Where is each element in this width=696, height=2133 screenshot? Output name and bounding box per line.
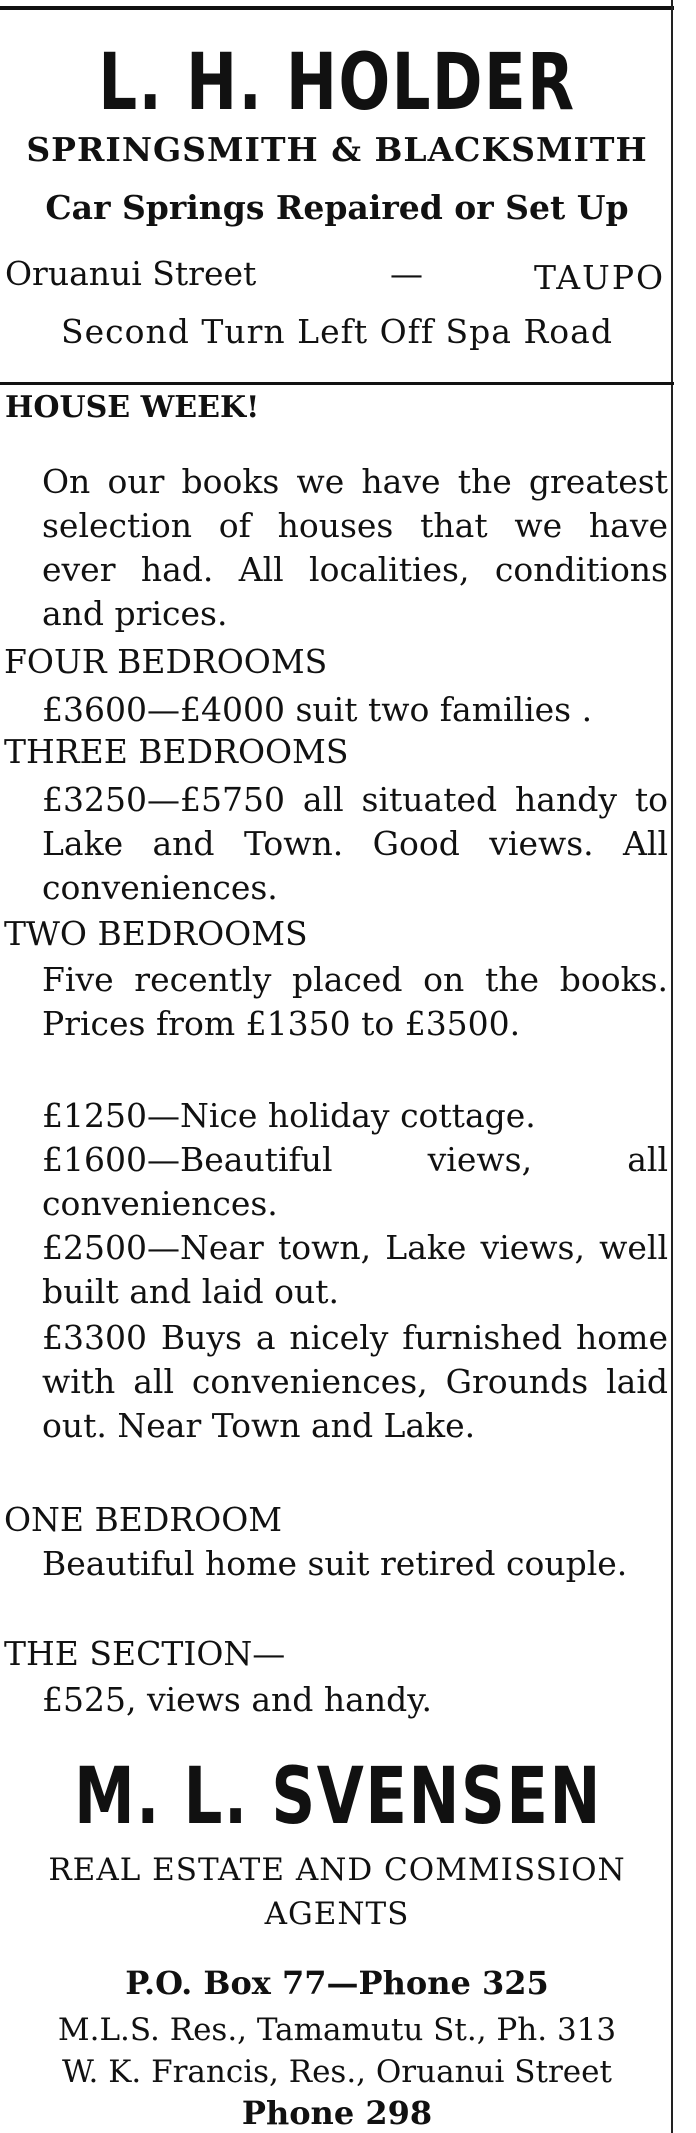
svensen-line1: REAL ESTATE AND COMMISSION (48, 1852, 626, 1888)
holder-street: Oruanui Street (5, 254, 257, 293)
holder-town: TAUPO (534, 258, 666, 297)
svensen-res1: M.L.S. Res., Tamamutu St., Ph. 313 (57, 2012, 617, 2048)
holder-trade: SPRINGSMITH & BLACKSMITH (26, 130, 648, 169)
house-week-intro: On our books we have the greatest selection of houses that we have ever had. All localities, conditions and prices. (42, 462, 668, 633)
listing-item: £3300 Buys a nicely furnished home with all conveniences, Grounds laid out. Near Town and Lake. (42, 1318, 668, 1445)
holder-dash: — (390, 254, 423, 293)
divider-rule (0, 382, 674, 385)
listing-item: £1600—Beautiful views, all conveniences. (42, 1140, 668, 1223)
two-bedrooms-heading: TWO BEDROOMS (4, 914, 308, 953)
svensen-name: M. L. SVENSEN (74, 1752, 603, 1842)
svensen-contact: P.O. Box 77—Phone 325 (125, 1964, 549, 2002)
top-rule (0, 6, 674, 10)
holder-service: Car Springs Repaired or Set Up (45, 188, 629, 227)
four-bedrooms-heading: FOUR BEDROOMS (4, 642, 328, 681)
section-heading: THE SECTION— (4, 1634, 286, 1673)
three-bedrooms-text: £3250—£5750 all situated handy to Lake and Town. Good views. All conveniences. (42, 780, 668, 907)
four-bedrooms-text: £3600—£4000 suit two families . (42, 690, 593, 729)
svensen-line2: AGENTS (264, 1896, 410, 1932)
house-week-heading: HOUSE WEEK! (5, 390, 260, 425)
one-bedroom-text: Beautiful home suit retired couple. (42, 1544, 628, 1583)
holder-directions: Second Turn Left Off Spa Road (61, 312, 613, 351)
svensen-phone: Phone 298 (241, 2094, 433, 2132)
listing-item: Five recently placed on the books. Prices from £1350 to £3500. (42, 960, 668, 1043)
listing-item: £1250—Nice holiday cottage. (42, 1096, 536, 1135)
three-bedrooms-heading: THREE BEDROOMS (4, 732, 349, 771)
holder-name: L. H. HOLDER (98, 38, 576, 128)
one-bedroom-heading: ONE BEDROOM (4, 1500, 283, 1539)
listing-item: £2500—Near town, Lake views, well built and laid out. (42, 1228, 668, 1311)
svensen-res2: W. K. Francis, Res., Oruanui Street (62, 2054, 612, 2090)
section-text: £525, views and handy. (42, 1680, 432, 1719)
